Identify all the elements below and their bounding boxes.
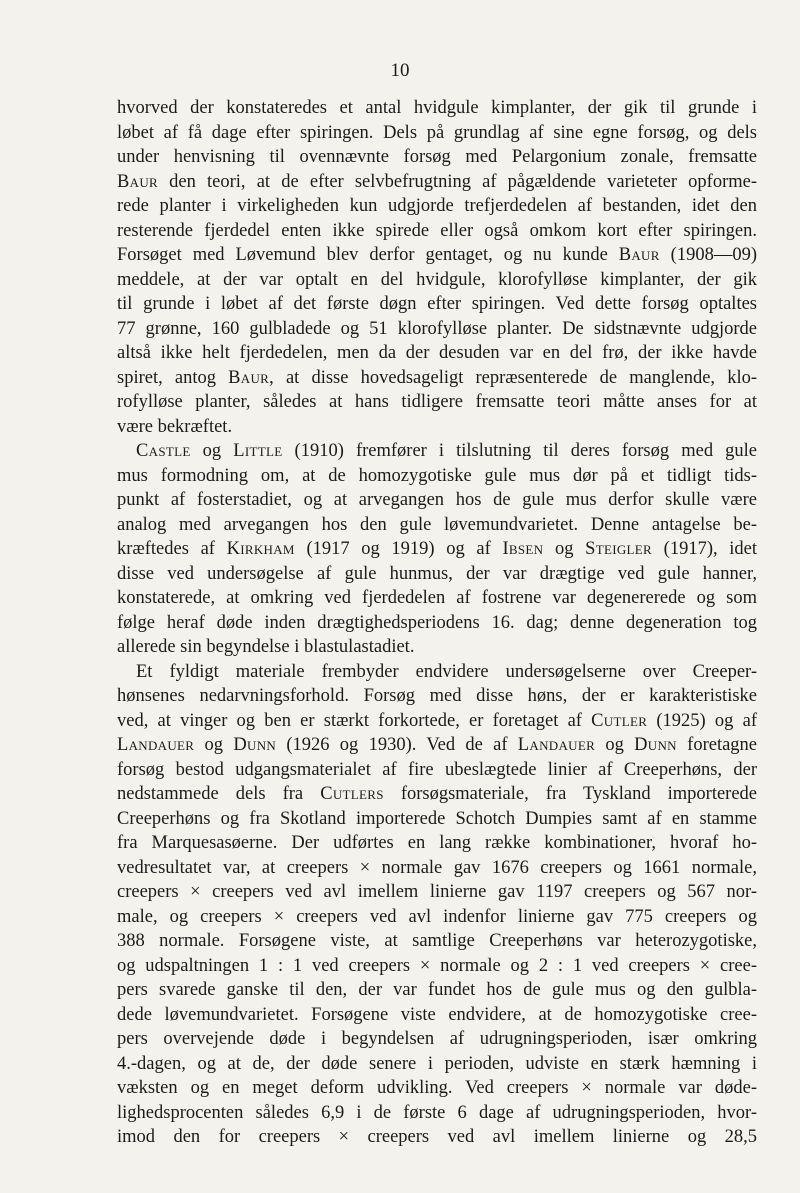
text-line: creepers × creepers ved avl imellem linierne gav 1197 creepers og 567 nor- [117,882,757,902]
text-line: rede planter i virkeligheden kun udgjorde trefjerdedelen af bestanden, idet den [117,196,757,216]
text-line: resterende fjerdedel enten ikke spirede eller også omkom kort efter spiringen. [117,220,757,241]
text-line: pers svarede ganske til den, der var fundet hos de gule mus og den gulbla- [117,980,757,1000]
text-line: punkt af fosterstadiet, og at arvegangen hos de gule mus derfor skulle være [117,490,757,510]
text-line: kræftedes af Kirkham (1917 og 1919) og af Ibsen og Steigler (1917), idet [117,539,758,559]
text-line: Creeperhøns og fra Skotland importerede Schotch Dumpies samt af en stamme [117,808,757,829]
text-line: allerede sin begyndelse i blastulastadiet. [117,637,415,657]
text-line: nedstammede dels fra Cutlers forsøgsmateriale, fra Tyskland importerede [117,784,758,804]
text-line: og udspaltningen 1 : 1 ved creepers × normale og 2 : 1 ved creepers × cree- [117,955,757,976]
text-line: disse ved undersøgelse af gule hunmus, der var drægtige ved gule hanner, [117,563,757,584]
text-line: lighedsprocenten således 6,9 i de første 6 dage af udrugningsperioden, hvor- [117,1102,757,1123]
text-line: væksten og en meget deform udvikling. Ved creepers × normale var døde- [117,1078,757,1098]
text-line: vedresultatet var, at creepers × normale gav 1676 creepers og 1661 normale, [117,857,757,878]
text-line: rofylløse planter, således at hans tidligere fremsatte teori måtte anses for at [117,392,757,412]
text-line: spiret, antog Baur, at disse hovedsageligt repræsenterede de manglende, klo- [117,367,758,388]
text-line: være bekræftet. [117,416,233,437]
text-line: analog med arvegangen hos den gule løvemundvarietet. Denne antagelse be- [117,514,757,535]
text-line: under henvisning til ovennævnte forsøg med Pelargonium zonale, fremsatte [117,147,757,167]
text-line: 77 grønne, 160 gulbladede og 51 klorofylløse planter. De sidstnævnte udgjorde [117,318,757,339]
text-line: altså ikke helt fjerdedelen, men da der desuden var en del frø, der ikke havde [117,343,757,363]
text-line: løbet af få dage efter spiringen. Dels på grundlag af sine egne forsøg, og dels [117,122,757,143]
text-line: hvorved der konstateredes et antal hvidgule kimplanter, der gik til grunde i [117,98,757,118]
text-line: hønsenes nedarvningsforhold. Forsøg med disse høns, der er karakteristiske [117,686,757,706]
text-line: 388 normale. Forsøgene viste, at samtlige Creeperhøns var heterozygotiske, [117,931,757,951]
text-line: Landauer og Dunn (1926 og 1930). Ved de af Landauer og Dunn foretagne [117,735,758,755]
text-line: Et fyldigt materiale frembyder endvidere undersøgelserne over Creeper- [136,661,757,682]
text-line: konstaterede, at omkring ved fjerdedelen af fostrene var degenererede og som [117,588,757,608]
text-line: imod den for creepers × creepers ved avl imellem linierne og 28,5 [117,1127,757,1147]
text-line: til grunde i løbet af det første døgn efter spiringen. Ved dette forsøg optaltes [117,294,757,314]
text-line: ved, at vinger og ben er stærkt forkortede, er foretaget af Cutler (1925) og af [117,710,757,731]
body-text [117,96,757,1150]
text-line: pers overvejende døde i begyndelsen af udrugningsperioden, især omkring [117,1029,757,1049]
text-line: mus formodning om, at de homozygotiske gule mus dør på et tidligt tids- [117,465,757,486]
text-line: fra Marquesasøerne. Der udførtes en lang række kombinationer, hvoraf ho- [117,833,757,853]
text-line: Baur den teori, at de efter selvbefrugtning af pågældende varieteter opforme- [117,171,757,192]
text-line: følge heraf døde inden drægtighedsperiodens 16. dag; denne degeneration tog [117,612,757,633]
text-line: dede løvemundvarietet. Forsøgene viste endvidere, at de homozygotiske cree- [117,1004,757,1025]
text-line: Forsøget med Løvemund blev derfor gentaget, og nu kunde Baur (1908—09) [117,245,757,265]
text-line: forsøg bestod udgangsmaterialet af fire ubeslægtede linier af Creeperhøns, der [117,759,757,780]
page-number: 10 [390,60,410,81]
text-line: male, og creepers × creepers ved avl indenfor linierne gav 775 creepers og [117,906,757,927]
text-line: 4.-dagen, og at de, der døde senere i perioden, udviste en stærk hæmning i [117,1053,757,1074]
text-line: meddele, at der var optalt en del hvidgule, klorofylløse kimplanter, der gik [117,269,757,290]
text-line: Castle og Little (1910) fremfører i tilslutning til deres forsøg med gule [136,441,758,461]
